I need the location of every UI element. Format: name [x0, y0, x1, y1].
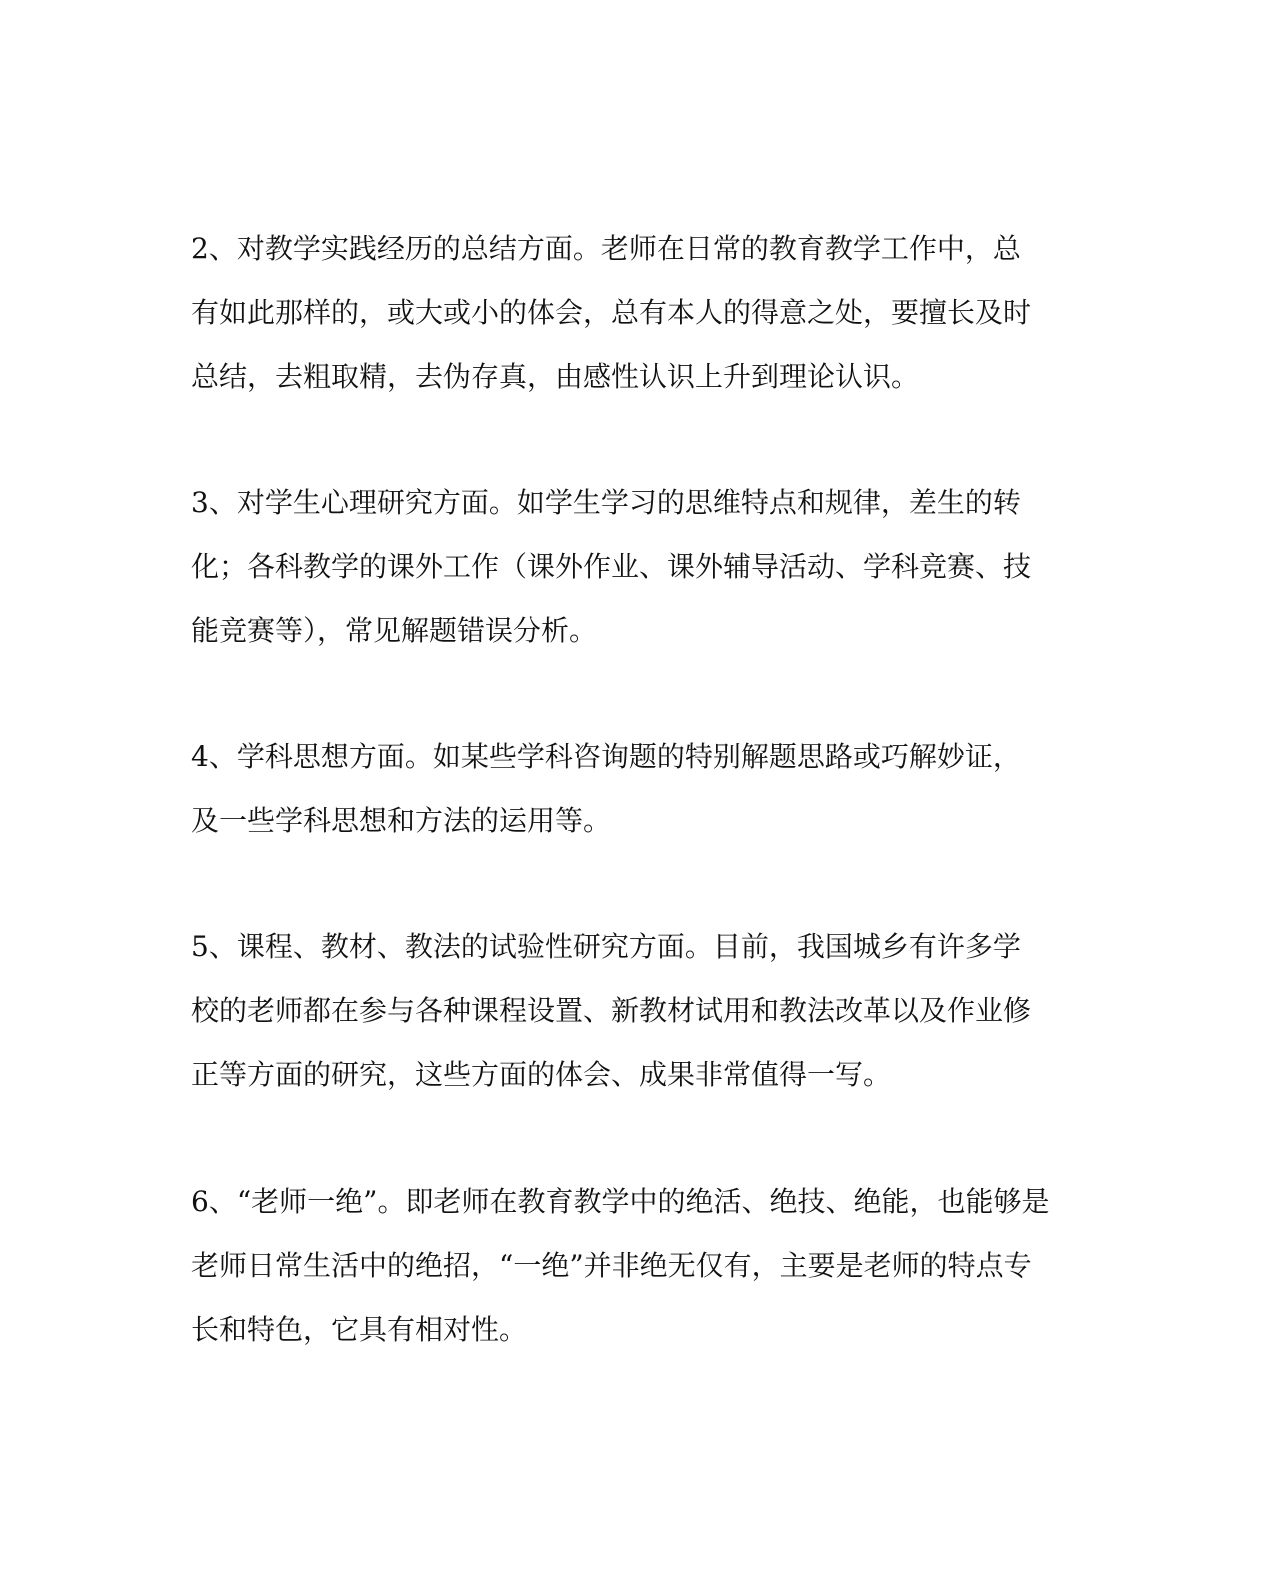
paragraph-6-teacher-specialty [191, 1185, 1071, 1377]
text-line: 6、“老师一绝”。即老师在教育教学中的绝活、绝技、绝能，也能够是 [191, 1185, 1050, 1218]
text-line: 2、对教学实践经历的总结方面。老师在日常的教育教学工作中，总 [191, 232, 1021, 265]
paragraph-4-subject-thinking [191, 740, 1071, 868]
text-line: 化；各科教学的课外工作（课外作业、课外辅导活动、学科竞赛、技 [191, 550, 1032, 583]
text-line: 老师日常生活中的绝招，“一绝”并非绝无仅有，主要是老师的特点专 [191, 1249, 1032, 1282]
text-line: 3、对学生心理研究方面。如学生学习的思维特点和规律，差生的转 [191, 486, 1021, 519]
text-line: 能竞赛等），常见解题错误分析。 [191, 614, 598, 647]
text-line: 及一些学科思想和方法的运用等。 [191, 804, 612, 837]
text-line: 正等方面的研究，这些方面的体会、成果非常值得一写。 [191, 1058, 892, 1091]
paragraph-3-student-psychology [191, 486, 1071, 678]
text-line: 5、课程、教材、教法的试验性研究方面。目前，我国城乡有许多学 [191, 930, 1021, 963]
paragraph-5-curriculum-research [191, 930, 1071, 1122]
text-line: 4、学科思想方面。如某些学科咨询题的特别解题思路或巧解妙证， [191, 740, 1021, 773]
paragraph-2-teaching-practice-summary [191, 232, 1071, 424]
text-line: 有如此那样的，或大或小的体会，总有本人的得意之处，要擅长及时 [191, 296, 1032, 329]
text-line: 长和特色，它具有相对性。 [191, 1313, 528, 1346]
text-line: 总结，去粗取精，去伪存真，由感性认识上升到理论认识。 [191, 360, 920, 393]
text-line: 校的老师都在参与各种课程设置、新教材试用和教法改革以及作业修 [191, 994, 1032, 1027]
